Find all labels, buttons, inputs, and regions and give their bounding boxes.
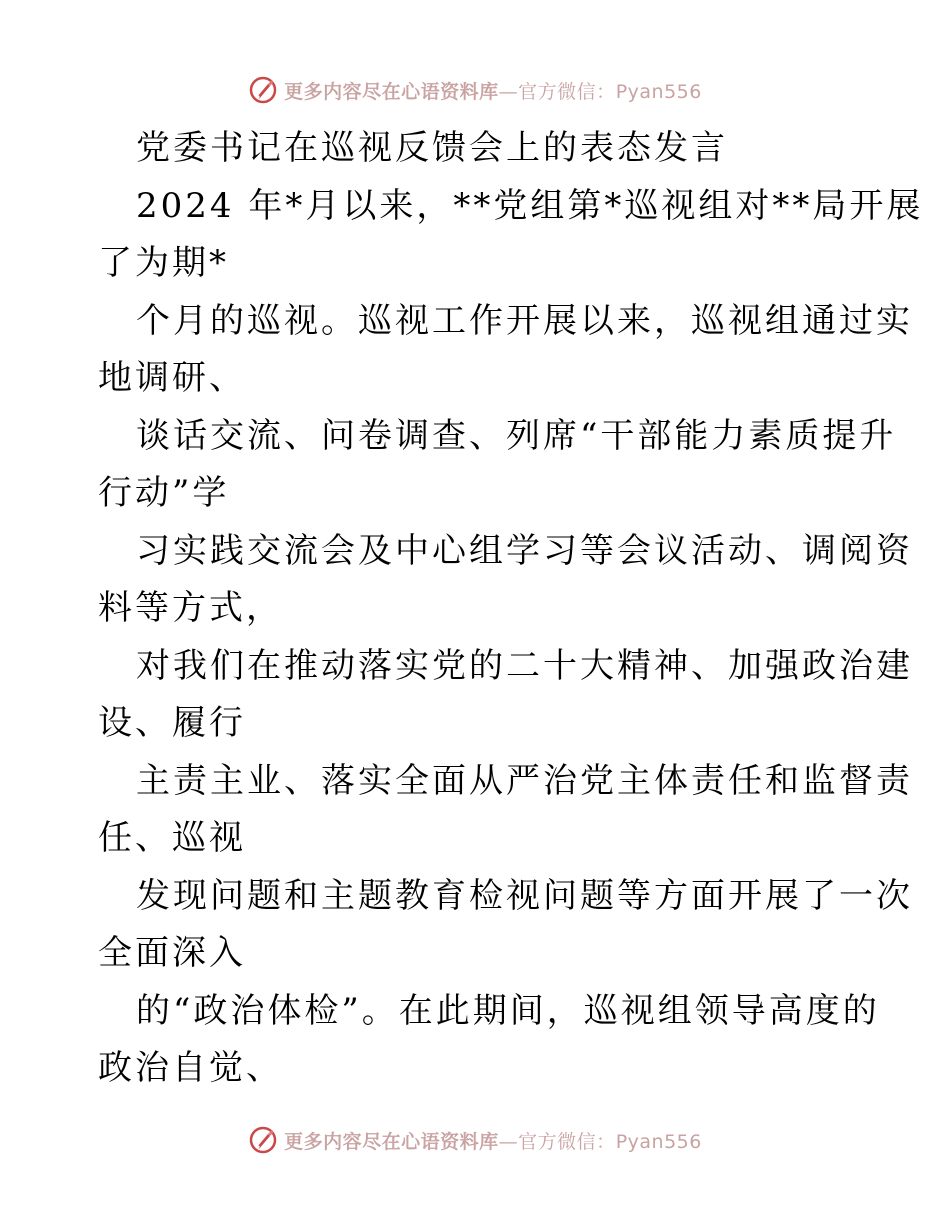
text-line: 全面深入 [98, 933, 246, 973]
watermark-contact-label: 官方微信： [518, 80, 616, 103]
watermark-separator: — [498, 80, 519, 103]
quill-logo-icon [248, 1125, 278, 1155]
text-line: 党委书记在巡视反馈会上的表态发言 [136, 128, 728, 168]
text-line: 料等方式， [98, 588, 283, 628]
text-line: 对我们在推动落实党的二十大精神、加强政治建 [136, 645, 913, 686]
text-line: 发现问题和主题教育检视问题等方面开展了一次 [136, 875, 913, 916]
text-line: 政治自觉、 [98, 1048, 283, 1088]
watermark-contact-label: 官方微信： [518, 1130, 616, 1153]
watermark-text [284, 77, 702, 104]
quill-logo-icon [248, 75, 278, 105]
text-line: 行动”学 [98, 473, 230, 513]
text-line: 谈话交流、问卷调查、列席“干部能力素质提升 [136, 415, 897, 456]
footer-watermark [0, 1120, 950, 1160]
text-line: 主责主业、落实全面从严治党主体责任和监督责 [136, 760, 913, 801]
text-line: 了为期* [98, 243, 229, 283]
document-body [98, 120, 924, 1098]
text-line: 地调研、 [98, 358, 246, 398]
watermark-contact-id: Pyan556 [615, 80, 702, 103]
text-line: 个月的巡视。巡视工作开展以来，巡视组通过实 [136, 300, 913, 341]
watermark-title: 更多内容尽在心语资料库 [284, 1130, 499, 1153]
text-line: 设、履行 [98, 703, 246, 743]
watermark-title: 更多内容尽在心语资料库 [284, 80, 499, 103]
header-watermark [0, 70, 950, 110]
text-line: 2024 年*月以来，**党组第*巡视组对**局开展 [136, 185, 924, 226]
watermark-separator: — [498, 1130, 519, 1153]
watermark-contact-id: Pyan556 [615, 1130, 702, 1153]
watermark-text [284, 1127, 702, 1154]
text-line: 的“政治体检”。在此期间，巡视组领导高度的 [136, 990, 880, 1031]
text-line: 任、巡视 [98, 818, 246, 858]
text-line: 习实践交流会及中心组学习等会议活动、调阅资 [136, 530, 913, 571]
